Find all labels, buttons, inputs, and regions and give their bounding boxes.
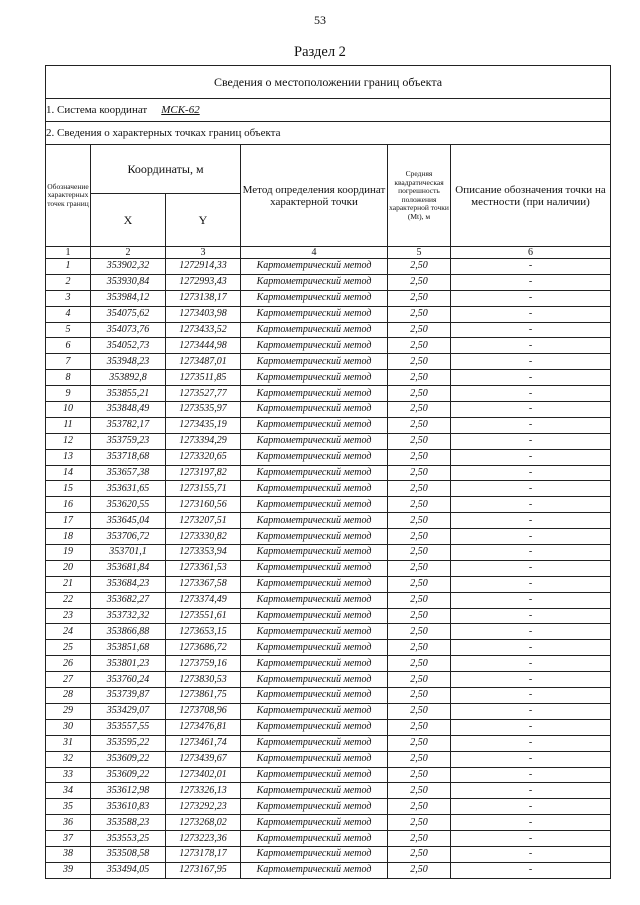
coord-y: 1272914,33 [166,259,241,275]
coord-y: 1273330,82 [166,529,241,545]
column-numbers-row [46,247,611,259]
coord-y: 1273830,53 [166,672,241,688]
method-cell: Картометрический метод [241,799,388,815]
accuracy-cell: 2,50 [388,465,451,481]
coord-y: 1273487,01 [166,354,241,370]
boundary-points-table [45,65,611,879]
point-number: 11 [46,417,91,433]
coord-y: 1273551,61 [166,608,241,624]
coord-x: 353557,55 [91,719,166,735]
accuracy-cell: 2,50 [388,799,451,815]
table-row [46,529,611,545]
coord-system-cell [46,99,611,122]
point-number: 31 [46,735,91,751]
accuracy-cell: 2,50 [388,831,451,847]
coord-y: 1273708,96 [166,703,241,719]
coord-y: 1273138,17 [166,290,241,306]
description-cell: - [451,370,611,386]
coord-y: 1273394,29 [166,433,241,449]
coord-y: 1273268,02 [166,815,241,831]
method-cell: Картометрический метод [241,481,388,497]
point-number: 1 [46,259,91,275]
coord-y: 1273403,98 [166,306,241,322]
method-cell: Картометрический метод [241,322,388,338]
accuracy-cell: 2,50 [388,259,451,275]
coord-y: 1273476,81 [166,719,241,735]
header-x: X [91,194,166,247]
coord-y: 1273155,71 [166,481,241,497]
coord-x: 353682,27 [91,592,166,608]
method-cell: Картометрический метод [241,545,388,561]
coord-x: 353645,04 [91,513,166,529]
accuracy-cell: 2,50 [388,481,451,497]
accuracy-cell: 2,50 [388,815,451,831]
method-cell: Картометрический метод [241,433,388,449]
coord-y: 1273167,95 [166,862,241,878]
table-row [46,672,611,688]
description-cell: - [451,433,611,449]
coord-x: 353609,22 [91,767,166,783]
point-number: 20 [46,560,91,576]
method-cell: Картометрический метод [241,576,388,592]
accuracy-cell: 2,50 [388,719,451,735]
point-number: 38 [46,846,91,862]
table-row [46,831,611,847]
accuracy-cell: 2,50 [388,497,451,513]
method-cell: Картометрический метод [241,815,388,831]
table-row [46,846,611,862]
description-cell: - [451,656,611,672]
description-cell: - [451,703,611,719]
method-cell: Картометрический метод [241,672,388,688]
accuracy-cell: 2,50 [388,640,451,656]
coord-x: 353866,88 [91,624,166,640]
description-cell: - [451,799,611,815]
table-row [46,767,611,783]
table-row [46,576,611,592]
description-cell: - [451,592,611,608]
point-number: 37 [46,831,91,847]
point-number: 26 [46,656,91,672]
description-cell: - [451,846,611,862]
header-row-1 [46,145,611,194]
method-cell: Картометрический метод [241,560,388,576]
coord-x: 354075,62 [91,306,166,322]
table-row [46,481,611,497]
coord-x: 353706,72 [91,529,166,545]
accuracy-cell: 2,50 [388,354,451,370]
method-cell: Картометрический метод [241,290,388,306]
point-number: 10 [46,402,91,418]
method-cell: Картометрический метод [241,751,388,767]
accuracy-cell: 2,50 [388,322,451,338]
description-cell: - [451,306,611,322]
point-number: 27 [46,672,91,688]
header-y: Y [166,194,241,247]
description-cell: - [451,386,611,402]
coord-x: 353631,65 [91,481,166,497]
table-row [46,624,611,640]
coord-y: 1273527,77 [166,386,241,402]
coord-system-label: 1. Система координат [46,104,148,116]
coord-x: 353984,12 [91,290,166,306]
coord-y: 1273197,82 [166,465,241,481]
table-row [46,751,611,767]
description-cell: - [451,529,611,545]
coord-x: 353701,1 [91,545,166,561]
coord-x: 353657,38 [91,465,166,481]
accuracy-cell: 2,50 [388,703,451,719]
coord-y: 1273326,13 [166,783,241,799]
point-number: 9 [46,386,91,402]
method-cell: Картометрический метод [241,274,388,290]
method-cell: Картометрический метод [241,862,388,878]
coord-x: 353494,05 [91,862,166,878]
method-cell: Картометрический метод [241,449,388,465]
column-number: 1 [46,247,91,259]
coord-x: 353553,25 [91,831,166,847]
method-cell: Картометрический метод [241,592,388,608]
description-cell: - [451,688,611,704]
description-cell: - [451,560,611,576]
table-row [46,799,611,815]
table-title: Сведения о местоположении границ объекта [46,66,611,99]
table-row [46,560,611,576]
table-row [46,545,611,561]
coord-y: 1273686,72 [166,640,241,656]
point-number: 22 [46,592,91,608]
description-cell: - [451,497,611,513]
point-number: 36 [46,815,91,831]
accuracy-cell: 2,50 [388,433,451,449]
method-cell: Картометрический метод [241,465,388,481]
table-row [46,815,611,831]
method-cell: Картометрический метод [241,640,388,656]
accuracy-cell: 2,50 [388,688,451,704]
description-cell: - [451,338,611,354]
method-cell: Картометрический метод [241,402,388,418]
coord-y: 1273160,56 [166,497,241,513]
column-number: 5 [388,247,451,259]
description-cell: - [451,274,611,290]
point-number: 8 [46,370,91,386]
point-number: 4 [46,306,91,322]
coord-x: 353801,23 [91,656,166,672]
description-cell: - [451,767,611,783]
description-cell: - [451,815,611,831]
header-point-designation: Обозначение характерных точек границ [46,145,91,247]
point-number: 35 [46,799,91,815]
description-cell: - [451,735,611,751]
accuracy-cell: 2,50 [388,767,451,783]
coord-x: 353609,22 [91,751,166,767]
coord-system-value: МСК-62 [161,104,200,116]
page-number: 53 [314,13,326,27]
table-row [46,259,611,275]
coord-x: 353760,24 [91,672,166,688]
coord-y: 1273374,49 [166,592,241,608]
method-cell: Картометрический метод [241,735,388,751]
description-cell: - [451,831,611,847]
method-cell: Картометрический метод [241,783,388,799]
table-row [46,862,611,878]
coord-x: 353588,23 [91,815,166,831]
accuracy-cell: 2,50 [388,529,451,545]
table-row [46,465,611,481]
column-number: 4 [241,247,388,259]
accuracy-cell: 2,50 [388,576,451,592]
coord-y: 1273223,36 [166,831,241,847]
table-row [46,322,611,338]
description-cell: - [451,449,611,465]
table-row [46,433,611,449]
point-number: 23 [46,608,91,624]
description-cell: - [451,322,611,338]
description-cell: - [451,417,611,433]
coord-y: 1273353,94 [166,545,241,561]
method-cell: Картометрический метод [241,513,388,529]
coord-y: 1273402,01 [166,767,241,783]
coord-x: 353902,32 [91,259,166,275]
coord-y: 1273207,51 [166,513,241,529]
point-number: 3 [46,290,91,306]
point-number: 13 [46,449,91,465]
table-row [46,640,611,656]
accuracy-cell: 2,50 [388,656,451,672]
point-number: 39 [46,862,91,878]
point-number: 17 [46,513,91,529]
description-cell: - [451,465,611,481]
method-cell: Картометрический метод [241,688,388,704]
description-cell: - [451,545,611,561]
table-row [46,735,611,751]
table-row [46,719,611,735]
coord-x: 353855,21 [91,386,166,402]
coord-x: 353681,84 [91,560,166,576]
coord-y: 1273511,85 [166,370,241,386]
coord-x: 353732,32 [91,608,166,624]
header-coordinates: Координаты, м [91,145,241,194]
method-cell: Картометрический метод [241,703,388,719]
table-row [46,688,611,704]
table-title-row [46,66,611,99]
method-cell: Картометрический метод [241,624,388,640]
point-number: 29 [46,703,91,719]
table-row [46,592,611,608]
table-row [46,338,611,354]
table-row [46,783,611,799]
coord-y: 1273435,19 [166,417,241,433]
header-accuracy: Средняя квадратическая погрешность положения характерной точки (Mt), м [388,145,451,247]
table-row [46,608,611,624]
coord-y: 1273367,58 [166,576,241,592]
table-row [46,274,611,290]
column-number: 6 [451,247,611,259]
accuracy-cell: 2,50 [388,624,451,640]
point-number: 25 [46,640,91,656]
point-number: 21 [46,576,91,592]
coord-x: 353620,55 [91,497,166,513]
table-row [46,290,611,306]
point-number: 32 [46,751,91,767]
accuracy-cell: 2,50 [388,513,451,529]
accuracy-cell: 2,50 [388,449,451,465]
points-title-row [46,122,611,145]
method-cell: Картометрический метод [241,767,388,783]
description-cell: - [451,862,611,878]
method-cell: Картометрический метод [241,354,388,370]
description-cell: - [451,290,611,306]
table-row [46,386,611,402]
method-cell: Картометрический метод [241,719,388,735]
table-row [46,306,611,322]
table-row [46,513,611,529]
point-number: 5 [46,322,91,338]
coord-y: 1273444,98 [166,338,241,354]
coord-x: 353610,83 [91,799,166,815]
point-number: 2 [46,274,91,290]
description-cell: - [451,259,611,275]
coord-x: 353739,87 [91,688,166,704]
point-number: 34 [46,783,91,799]
coord-y: 1273292,23 [166,799,241,815]
coord-x: 353851,68 [91,640,166,656]
points-title: 2. Сведения о характерных точках границ объекта [46,122,611,145]
accuracy-cell: 2,50 [388,386,451,402]
coord-x: 353429,07 [91,703,166,719]
accuracy-cell: 2,50 [388,338,451,354]
method-cell: Картометрический метод [241,370,388,386]
description-cell: - [451,672,611,688]
accuracy-cell: 2,50 [388,560,451,576]
table-row [46,656,611,672]
point-number: 14 [46,465,91,481]
description-cell: - [451,576,611,592]
coord-y: 1273178,17 [166,846,241,862]
point-number: 24 [46,624,91,640]
method-cell: Картометрический метод [241,338,388,354]
column-number: 2 [91,247,166,259]
coord-x: 353892,8 [91,370,166,386]
accuracy-cell: 2,50 [388,402,451,418]
point-number: 7 [46,354,91,370]
accuracy-cell: 2,50 [388,417,451,433]
coord-x: 353508,58 [91,846,166,862]
header-method: Метод определения координат характерной точки [241,145,388,247]
method-cell: Картометрический метод [241,656,388,672]
coord-y: 1272993,43 [166,274,241,290]
coord-x: 354052,73 [91,338,166,354]
method-cell: Картометрический метод [241,831,388,847]
table-row [46,703,611,719]
coord-x: 353848,49 [91,402,166,418]
accuracy-cell: 2,50 [388,672,451,688]
point-number: 28 [46,688,91,704]
point-number: 30 [46,719,91,735]
coord-x: 353948,23 [91,354,166,370]
column-number: 3 [166,247,241,259]
coord-y: 1273320,65 [166,449,241,465]
accuracy-cell: 2,50 [388,545,451,561]
accuracy-cell: 2,50 [388,783,451,799]
point-number: 18 [46,529,91,545]
header-description: Описание обозначения точки на местности (при наличии) [451,145,611,247]
point-number: 15 [46,481,91,497]
coord-y: 1273433,52 [166,322,241,338]
accuracy-cell: 2,50 [388,735,451,751]
point-number: 33 [46,767,91,783]
coord-x: 353759,23 [91,433,166,449]
accuracy-cell: 2,50 [388,862,451,878]
accuracy-cell: 2,50 [388,592,451,608]
table-row [46,449,611,465]
coord-y: 1273861,75 [166,688,241,704]
description-cell: - [451,481,611,497]
method-cell: Картометрический метод [241,497,388,513]
accuracy-cell: 2,50 [388,290,451,306]
coord-system-row [46,99,611,122]
description-cell: - [451,751,611,767]
method-cell: Картометрический метод [241,608,388,624]
description-cell: - [451,402,611,418]
coord-x: 354073,76 [91,322,166,338]
accuracy-cell: 2,50 [388,608,451,624]
table-row [46,354,611,370]
method-cell: Картометрический метод [241,417,388,433]
description-cell: - [451,640,611,656]
coord-x: 353684,23 [91,576,166,592]
method-cell: Картометрический метод [241,259,388,275]
description-cell: - [451,354,611,370]
coord-x: 353612,98 [91,783,166,799]
table-row [46,417,611,433]
point-number: 12 [46,433,91,449]
table-row [46,370,611,386]
table-row [46,402,611,418]
method-cell: Картометрический метод [241,386,388,402]
accuracy-cell: 2,50 [388,370,451,386]
point-number: 16 [46,497,91,513]
coord-x: 353595,22 [91,735,166,751]
description-cell: - [451,719,611,735]
accuracy-cell: 2,50 [388,306,451,322]
coord-y: 1273653,15 [166,624,241,640]
point-number: 6 [46,338,91,354]
description-cell: - [451,513,611,529]
coord-x: 353782,17 [91,417,166,433]
coord-y: 1273759,16 [166,656,241,672]
description-cell: - [451,783,611,799]
coord-x: 353718,68 [91,449,166,465]
point-number: 19 [46,545,91,561]
method-cell: Картометрический метод [241,846,388,862]
coord-y: 1273439,67 [166,751,241,767]
coord-x: 353930,84 [91,274,166,290]
accuracy-cell: 2,50 [388,846,451,862]
description-cell: - [451,608,611,624]
coord-y: 1273461,74 [166,735,241,751]
coord-y: 1273361,53 [166,560,241,576]
method-cell: Картометрический метод [241,529,388,545]
coord-y: 1273535,97 [166,402,241,418]
table-row [46,497,611,513]
accuracy-cell: 2,50 [388,274,451,290]
section-title: Раздел 2 [294,44,346,60]
description-cell: - [451,624,611,640]
accuracy-cell: 2,50 [388,751,451,767]
method-cell: Картометрический метод [241,306,388,322]
